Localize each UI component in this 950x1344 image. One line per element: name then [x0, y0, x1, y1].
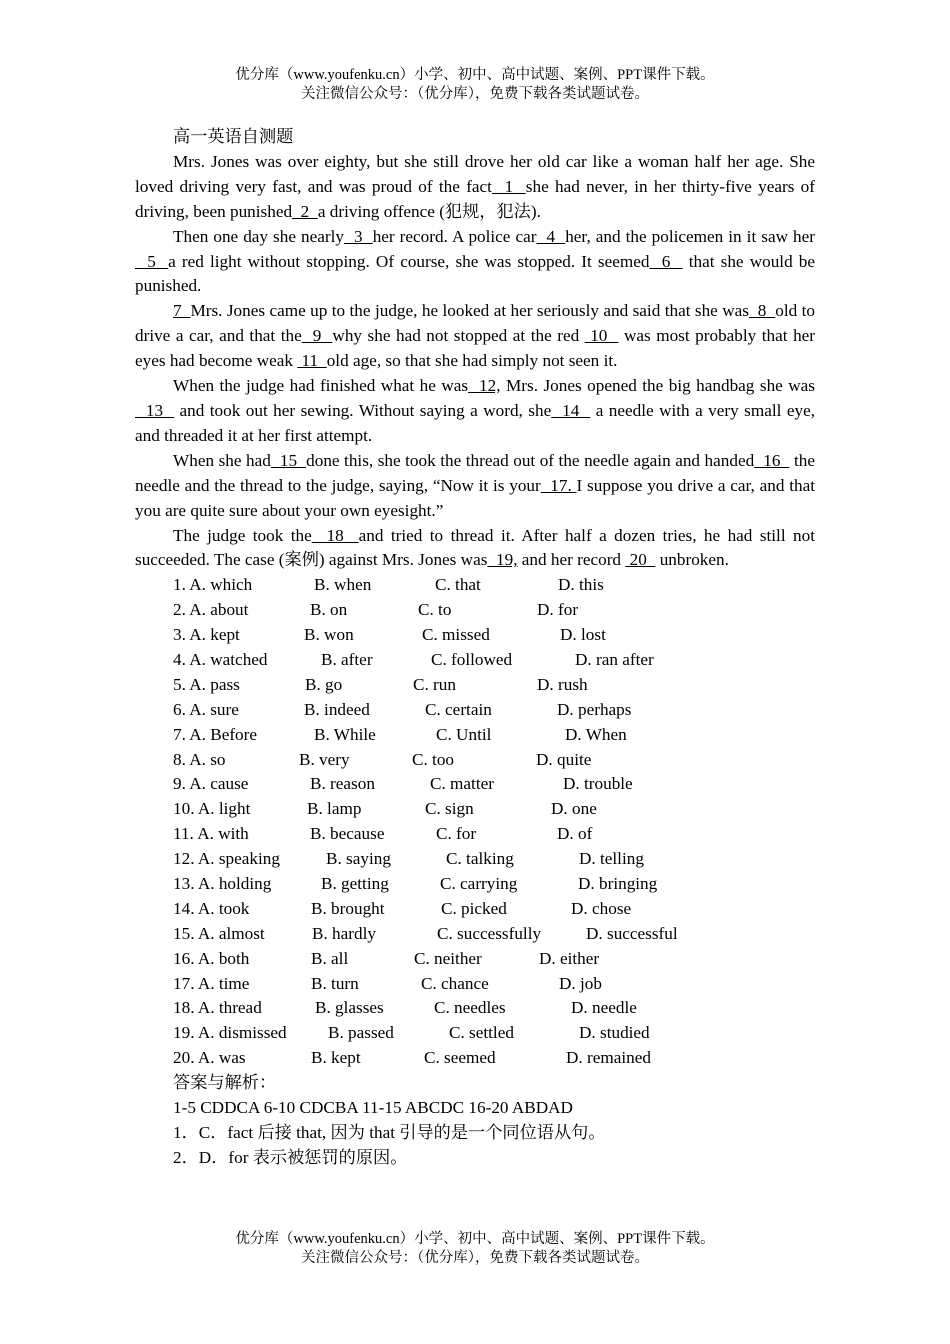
option-10-d: D. one: [551, 799, 597, 819]
footer-line-1: 优分库（www.youfenku.cn）小学、初中、高中试题、案例、PPT课件下载。: [235, 1231, 715, 1247]
blank-6: 6: [649, 251, 683, 271]
blank-4: 4: [536, 226, 566, 246]
option-row-17: [135, 972, 815, 997]
option-15-a: 15. A. almost: [173, 923, 265, 943]
option-row-9: [135, 772, 815, 797]
option-row-4: [135, 648, 815, 673]
option-row-1: [135, 573, 815, 598]
blank-17: 17.: [540, 475, 577, 495]
option-4-c: C. followed: [431, 649, 513, 669]
option-3-c: C. missed: [422, 625, 490, 645]
option-19-c: C. settled: [449, 1023, 514, 1043]
option-20-b: B. kept: [311, 1048, 361, 1068]
options-list: [135, 573, 815, 1071]
header-line-2: 关注微信公众号：（优分库），免费下载各类试题试卷。: [301, 86, 649, 102]
option-1-d: D. this: [558, 575, 604, 595]
option-14-c: C. picked: [441, 898, 507, 918]
option-12-a: 12. A. speaking: [173, 849, 280, 869]
option-11-c: C. for: [436, 824, 477, 844]
option-17-a: 17. A. time: [173, 973, 250, 993]
blank-2: 2: [292, 201, 318, 221]
option-18-b: B. glasses: [315, 998, 384, 1018]
option-5-b: B. go: [305, 674, 343, 694]
passage-paragraph-5: When she had 15 done this, she took the thread out of the needle again and handed 16 the needle and the thread to the judge, saying, “Now it is your 17. I suppose you drive a car, and that you are quite sure about your own eyesight.”: [135, 450, 816, 520]
option-4-a: 4. A. watched: [173, 649, 268, 669]
option-row-2: [135, 598, 815, 623]
passage-paragraph-1: Mrs. Jones was over eighty, but she still drove her old car like a woman half her age. She loved driving very fast, and was proud of the fact 1 she had never, in her thirty-five years of driving, been punished 2 a driving offence (犯规，犯法).: [135, 151, 816, 221]
blank-14: 14: [551, 400, 591, 420]
document-title: 高一英语自测题: [173, 127, 294, 146]
option-row-20: [135, 1046, 815, 1071]
option-18-a: 18. A. thread: [173, 998, 262, 1018]
option-6-c: C. certain: [425, 699, 492, 719]
option-14-b: B. brought: [311, 898, 385, 918]
blank-12: 12,: [468, 376, 501, 396]
option-16-d: D. either: [539, 948, 600, 968]
option-15-b: B. hardly: [312, 923, 376, 943]
option-row-16: [135, 947, 815, 972]
option-9-d: D. trouble: [563, 774, 633, 794]
option-16-b: B. all: [311, 948, 349, 968]
option-row-15: [135, 922, 815, 947]
option-row-6: [135, 698, 815, 723]
option-7-c: C. Until: [436, 724, 492, 744]
option-row-12: [135, 847, 815, 872]
option-9-b: B. reason: [310, 774, 375, 794]
option-5-c: C. run: [413, 674, 456, 694]
option-11-d: D. of: [557, 824, 593, 844]
option-7-a: 7. A. Before: [173, 724, 258, 744]
blank-3: 3: [343, 226, 373, 246]
blank-10: 10: [584, 326, 619, 346]
option-row-18: [135, 996, 815, 1021]
option-2-c: C. to: [418, 600, 452, 620]
option-row-3: [135, 623, 815, 648]
option-row-10: [135, 797, 815, 822]
option-7-d: D. When: [565, 724, 627, 744]
option-4-d: D. ran after: [575, 649, 654, 669]
option-12-c: C. talking: [446, 849, 514, 869]
option-1-a: 1. A. which: [173, 575, 253, 595]
option-17-c: C. chance: [421, 973, 489, 993]
header-line-1: 优分库（www.youfenku.cn）小学、初中、高中试题、案例、PPT课件下载。: [235, 67, 715, 83]
option-18-c: C. needles: [434, 998, 506, 1018]
option-4-b: B. after: [321, 649, 373, 669]
option-1-c: C. that: [435, 575, 481, 595]
option-5-a: 5. A. pass: [173, 674, 240, 694]
page-header: [0, 66, 950, 104]
option-12-d: D. telling: [579, 849, 644, 869]
option-13-b: B. getting: [321, 874, 389, 893]
option-20-c: C. seemed: [424, 1048, 496, 1068]
option-10-a: 10. A. light: [173, 799, 251, 819]
option-10-c: C. sign: [425, 799, 474, 819]
option-16-a: 16. A. both: [173, 948, 250, 968]
option-15-c: C. successfully: [437, 923, 542, 943]
explanation-1: 1．C．fact 后接 that, 因为 that 引导的是一个同位语从句。: [173, 1122, 606, 1142]
option-18-d: D. needle: [571, 998, 637, 1018]
option-5-d: D. rush: [537, 674, 588, 694]
answer-key: 1-5 CDDCA 6-10 CDCBA 11-15 ABCDC 16-20 ABDAD: [173, 1098, 573, 1118]
passage-paragraph-6: The judge took the 18 and tried to thread it. After half a dozen tries, he had still not succeeded. The case (案例) against Mrs. Jones was 19, and her record 20 unbroken.: [135, 525, 815, 570]
passage-paragraph-2: Then one day she nearly 3 her record. A police car 4 her, and the policemen in it saw her 5 a red light without stopping. Of course, she was stopped. It seemed 6 that she would be punished.: [135, 226, 816, 296]
option-row-11: [135, 822, 815, 847]
blank-19: 19,: [487, 550, 518, 570]
option-16-c: C. neither: [414, 948, 482, 968]
option-14-d: D. chose: [571, 898, 632, 918]
option-13-d: D. bringing: [578, 874, 658, 893]
option-8-b: B. very: [299, 749, 350, 769]
option-row-13: [135, 872, 815, 897]
option-2-b: B. on: [310, 600, 348, 620]
option-8-a: 8. A. so: [173, 749, 226, 769]
footer-line-2: 关注微信公众号：（优分库），免费下载各类试题试卷。: [301, 1250, 649, 1266]
option-6-d: D. perhaps: [557, 699, 632, 719]
option-19-a: 19. A. dismissed: [173, 1023, 287, 1043]
blank-15: 15: [270, 450, 307, 470]
option-2-d: D. for: [537, 600, 579, 620]
option-1-b: B. when: [314, 575, 372, 595]
option-3-d: D. lost: [560, 625, 606, 645]
option-14-a: 14. A. took: [173, 898, 250, 918]
option-13-a: 13. A. holding: [173, 874, 272, 893]
passage-paragraph-3: 7 Mrs. Jones came up to the judge, he looked at her seriously and said that she was 8 old to drive a car, and that the 9 why she had not stopped at the red 10 was most probably that her eyes had become weak 11 old age, so that she had simply not seen it.: [135, 301, 816, 371]
option-row-19: [135, 1021, 815, 1046]
option-19-d: D. studied: [579, 1023, 650, 1043]
blank-16: 16: [754, 450, 790, 470]
blank-11: 11: [297, 351, 327, 371]
option-3-b: B. won: [304, 625, 354, 645]
blank-18: 18: [311, 525, 359, 545]
option-6-a: 6. A. sure: [173, 699, 239, 719]
option-15-d: D. successful: [586, 923, 678, 943]
blank-1: 1: [491, 176, 526, 196]
option-7-b: B. While: [314, 724, 376, 744]
option-6-b: B. indeed: [304, 699, 370, 719]
option-row-7: [135, 723, 815, 748]
option-8-d: D. quite: [536, 749, 592, 769]
blank-7: 7: [173, 301, 191, 321]
option-17-d: D. job: [559, 973, 602, 993]
blank-20: 20: [625, 550, 656, 570]
option-8-c: C. too: [412, 749, 455, 769]
option-2-a: 2. A. about: [173, 600, 249, 620]
option-10-b: B. lamp: [307, 799, 362, 819]
passage-paragraph-4: When the judge had finished what he was 12, Mrs. Jones opened the big handbag she was 13 and took out her sewing. Without saying a word, she 14 a needle with a very small eye, and threaded it at her first attempt.: [135, 376, 816, 445]
explanation-2: 2．D．for 表示被惩罚的原因。: [173, 1147, 408, 1167]
option-row-8: [135, 748, 815, 773]
blank-5: 5: [135, 251, 169, 271]
option-17-b: B. turn: [311, 973, 359, 993]
blank-8: 8: [748, 301, 776, 321]
blank-13: 13: [135, 400, 175, 420]
page-footer: [0, 1230, 950, 1268]
option-row-14: [135, 897, 815, 922]
document-body: [135, 125, 815, 1171]
answers-title: 答案与解析：: [173, 1073, 277, 1093]
option-19-b: B. passed: [328, 1023, 394, 1043]
option-11-a: 11. A. with: [173, 824, 249, 844]
option-9-a: 9. A. cause: [173, 774, 249, 794]
option-11-b: B. because: [310, 824, 385, 844]
option-13-c: C. carrying: [440, 874, 518, 893]
option-20-d: D. remained: [566, 1048, 651, 1068]
option-20-a: 20. A. was: [173, 1048, 246, 1068]
option-9-c: C. matter: [430, 774, 494, 794]
option-12-b: B. saying: [326, 849, 391, 869]
option-3-a: 3. A. kept: [173, 625, 240, 645]
option-row-5: [135, 673, 815, 698]
blank-9: 9: [301, 326, 333, 346]
